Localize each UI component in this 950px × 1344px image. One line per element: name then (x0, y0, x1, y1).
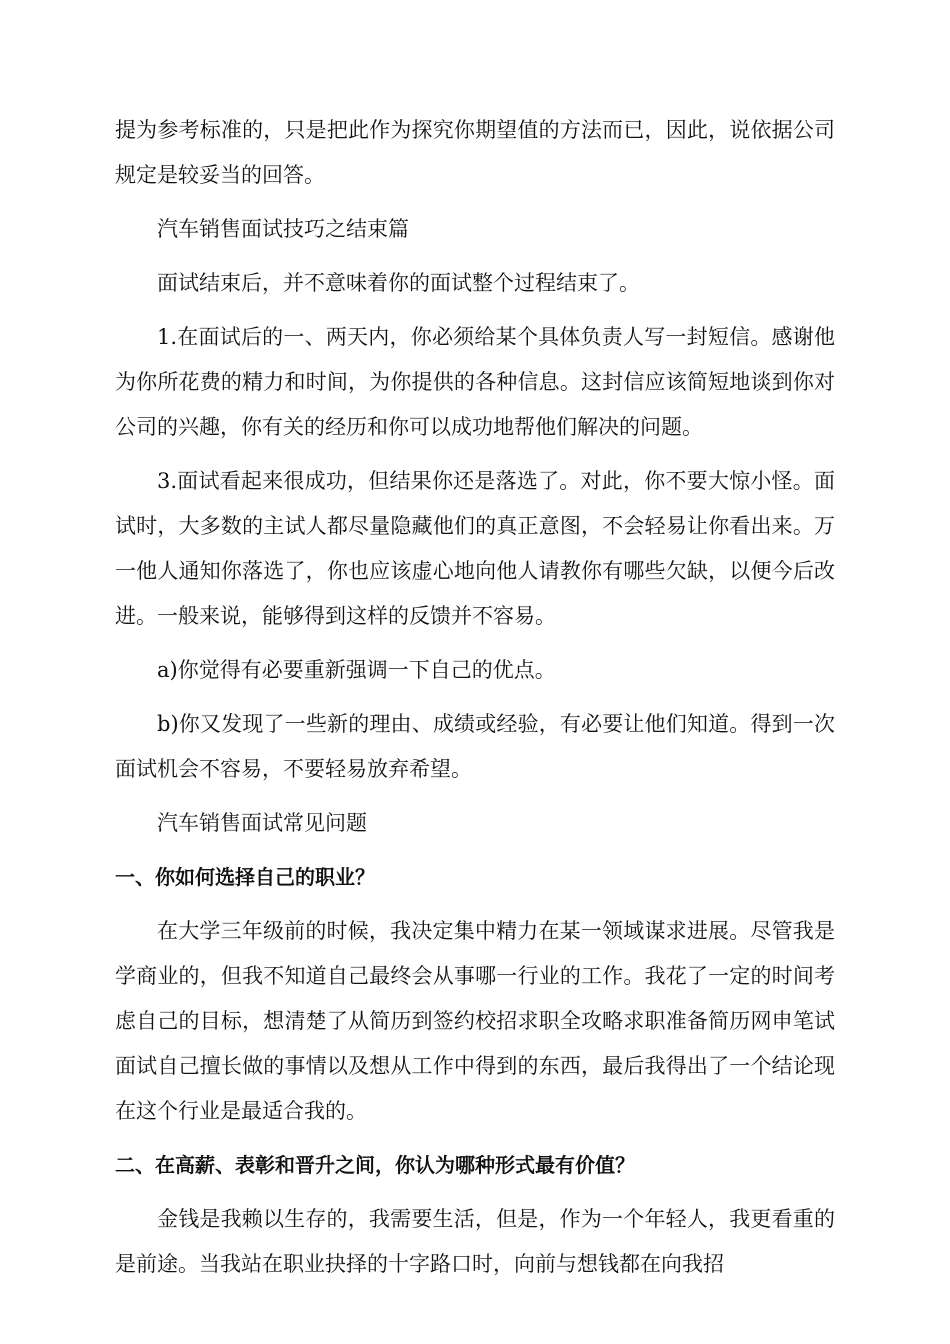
section-heading: 一、你如何选择自己的职业？ (115, 865, 375, 889)
paragraph: b)你又发现了一些新的理由、成绩或经验，有必要让他们知道。得到一次面试机会不容易，不要轻易放弃希望。 (115, 712, 835, 781)
paragraph: 汽车销售面试常见问题 (157, 811, 367, 835)
document-body (115, 108, 835, 1296)
paragraph: 金钱是我赖以生存的，我需要生活，但是，作为一个年轻人，我更看重的是前途。当我站在职业抉择的十字路口时，向前与想钱都在向我招 (115, 1207, 835, 1276)
paragraph: 提为参考标准的，只是把此作为探究你期望值的方法而已，因此，说依据公司规定是较妥当的回答。 (115, 118, 835, 187)
paragraph: 1.在面试后的一、两天内，你必须给某个具体负责人写一封短信。感谢他为你所花费的精力和时间，为你提供的各种信息。这封信应该简短地谈到你对公司的兴趣，你有关的经历和你可以成功地帮他们解决的问题。 (115, 325, 835, 439)
paragraph: a)你觉得有必要重新强调一下自己的优点。 (157, 658, 556, 682)
paragraph: 面试结束后，并不意味着你的面试整个过程结束了。 (157, 271, 640, 295)
section-heading: 二、在高薪、表彰和晋升之间，你认为哪种形式最有价值？ (115, 1153, 635, 1177)
paragraph: 汽车销售面试技巧之结束篇 (157, 217, 409, 241)
paragraph: 3.面试看起来很成功，但结果你还是落选了。对此，你不要大惊小怪。面试时，大多数的主试人都尽量隐藏他们的真正意图，不会轻易让你看出来。万一他人通知你落选了，你也应该虚心地向他人请教你有哪些欠缺，以便今后改进。一般来说，能够得到这样的反馈并不容易。 (115, 469, 835, 628)
paragraph: 在大学三年级前的时候，我决定集中精力在某一领域谋求进展。尽管我是学商业的，但我不知道自己最终会从事哪一行业的工作。我花了一定的时间考虑自己的目标，想清楚了从简历到签约校招求职全攻略求职准备简历网申笔试面试自己擅长做的事情以及想从工作中得到的东西，最后我得出了一个结论现在这个行业是最适合我的。 (115, 919, 835, 1123)
